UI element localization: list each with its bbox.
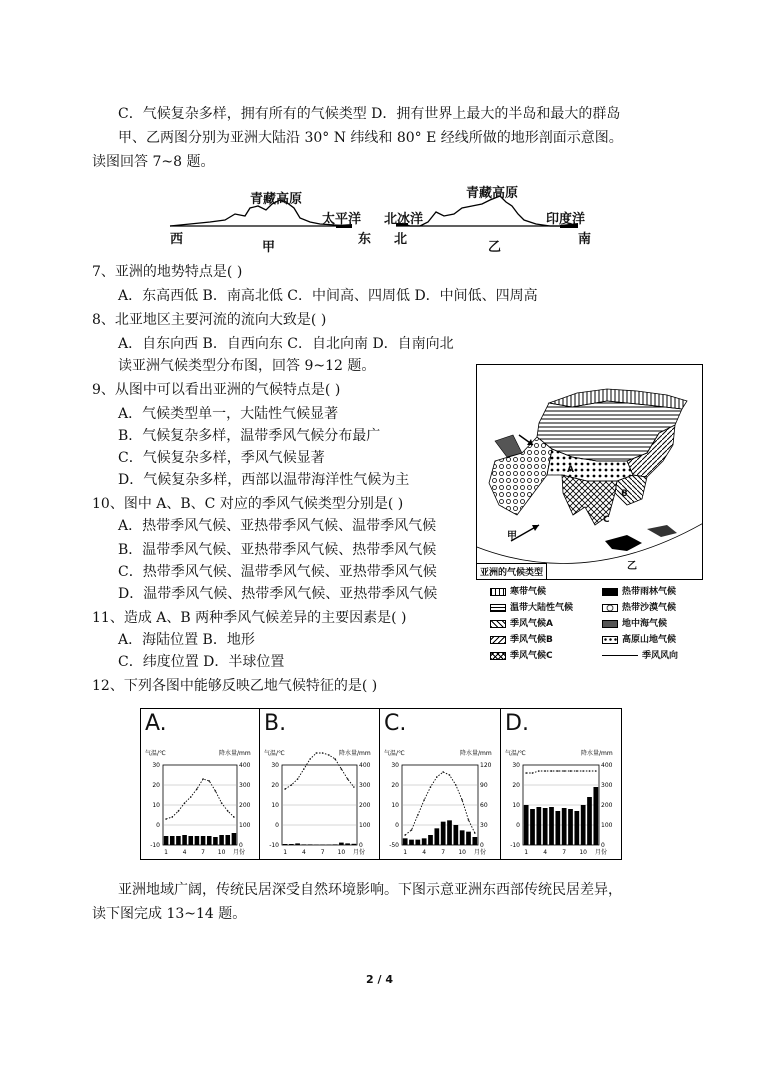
question-11-cd: C．纬度位置 D．半球位置 <box>118 654 285 670</box>
left-tick-label: 20 <box>391 782 399 789</box>
temperature-point <box>334 758 336 760</box>
left-tick-label: 20 <box>512 782 520 789</box>
asia-map-svg <box>477 365 702 579</box>
precip-bar <box>213 837 218 845</box>
temperature-point <box>532 772 534 774</box>
question-11-ab: A．海陆位置 B．地形 <box>118 632 255 648</box>
right-tick-label: 0 <box>239 842 243 849</box>
x-tick-label: 4 <box>422 849 427 856</box>
question-10-d: D．温带季风气候、热带季风气候、亚热带季风气候 <box>118 586 438 602</box>
x-tick-label: 1 <box>283 849 288 856</box>
x-tick-label: 1 <box>403 849 408 856</box>
left-tick-label: -10 <box>510 842 520 849</box>
temperature-point <box>423 799 425 801</box>
paragraph-housing: 亚洲地域广阔，传统民居深受自然环境影响。下图示意亚洲东西部传统民居差异， <box>118 882 622 898</box>
temperature-point <box>551 770 553 772</box>
question-8: 8、北亚地区主要河流的流向大致是( ) <box>92 312 327 328</box>
y-label-left: 气温/℃ <box>145 750 166 757</box>
temperature-point <box>328 754 330 756</box>
question-9-d: D．气候复杂多样，西部以温带海洋性气候为主 <box>118 472 410 488</box>
profile-figure <box>160 180 600 252</box>
question-10-b: B．温带季风气候、亚热带季风气候、热带季风气候 <box>118 542 437 558</box>
temperature-point <box>303 768 305 770</box>
precip-bar <box>333 844 338 845</box>
right-tick-label: 30 <box>480 822 488 829</box>
question-7: 7、亚洲的地势特点是( ) <box>92 264 243 280</box>
y-label-left: 气温/℃ <box>384 750 405 757</box>
right-tick-label: 200 <box>239 802 251 809</box>
legend-item-rainforest: 热带雨林气候 <box>602 584 676 597</box>
y-label-left: 气温/℃ <box>264 750 285 757</box>
right-tick-label: 120 <box>480 762 492 769</box>
map-legend <box>476 582 703 662</box>
left-tick-label: 10 <box>391 802 399 809</box>
temperature-point <box>557 770 559 772</box>
map-label-a: A <box>567 465 574 475</box>
temperature-point <box>411 829 413 831</box>
chart-c-letter: C. <box>384 711 407 736</box>
precip-bar <box>164 836 169 845</box>
chart-b-letter: B. <box>264 711 287 736</box>
map-label-b: B <box>621 489 628 499</box>
profile-yi-north: 北 <box>394 232 408 247</box>
precip-bar <box>225 835 230 845</box>
question-12: 12、下列各图中能够反映乙地气候特征的是( ) <box>92 678 378 694</box>
question-10-c: C．热带季风气候、温带季风气候、亚热带季风气候 <box>118 564 437 580</box>
temperature-point <box>455 784 457 786</box>
x-tick-label: 10 <box>217 849 226 856</box>
temperature-point <box>221 802 223 804</box>
x-tick-label: 10 <box>337 849 346 856</box>
temperature-point <box>309 758 311 760</box>
precip-bar <box>201 836 206 845</box>
right-tick-label: 300 <box>239 782 251 789</box>
right-tick-label: 300 <box>359 782 371 789</box>
precip-bar <box>466 832 471 845</box>
map-label-jia: 甲 <box>507 531 517 542</box>
right-tick-label: 200 <box>601 802 613 809</box>
question-9: 9、从图中可以看出亚洲的气候特点是( ) <box>92 382 341 398</box>
right-tick-label: 400 <box>239 762 251 769</box>
legend-item-monsoon-a: 季风气候A <box>490 616 553 629</box>
chart-b[interactable] <box>259 708 380 860</box>
temperature-point <box>353 786 355 788</box>
precip-bar <box>219 835 224 845</box>
temperature-point <box>436 776 438 778</box>
temperature-point <box>196 788 198 790</box>
precip-bar <box>352 844 357 845</box>
intro-profile-2: 读图回答 7~8 题。 <box>92 154 215 170</box>
temperature-point <box>576 770 578 772</box>
profile-yi-south: 南 <box>578 232 592 247</box>
legend-item-mediterranean: 地中海气候 <box>602 616 667 629</box>
temperature-point <box>461 799 463 801</box>
map-label-yi: 乙 <box>627 561 637 572</box>
paragraph-housing-2: 读下图完成 13~14 题。 <box>92 906 247 922</box>
temperature-point <box>178 810 180 812</box>
left-tick-label: 0 <box>516 822 520 829</box>
precip-bar <box>176 836 181 845</box>
profile-yi-title: 青藏高原 <box>466 186 519 201</box>
temperature-point <box>544 770 546 772</box>
profile-jia-name: 甲 <box>262 240 276 255</box>
x-unit-label: 月份 <box>353 849 366 856</box>
left-tick-label: 20 <box>271 782 279 789</box>
x-unit-label: 月份 <box>474 849 487 856</box>
right-tick-label: 100 <box>239 822 251 829</box>
temperature-point <box>430 786 432 788</box>
left-tick-label: 30 <box>152 762 160 769</box>
x-tick-label: 4 <box>543 849 548 856</box>
temperature-point <box>227 810 229 812</box>
legend-item-monsoon-c: 季风气候C <box>490 648 553 661</box>
question-9-b: B．气候复杂多样，温带季风气候分布最广 <box>118 428 381 444</box>
precip-bar <box>434 828 439 845</box>
x-tick-label: 1 <box>524 849 529 856</box>
precip-bar <box>170 836 175 845</box>
right-tick-label: 0 <box>601 842 605 849</box>
precip-bar <box>555 811 560 845</box>
left-tick-label: -10 <box>150 842 160 849</box>
precip-bar <box>587 797 592 845</box>
temperature-line <box>285 753 354 789</box>
profile-jia-ocean: 太平洋 <box>322 212 362 227</box>
intro-profile: 甲、乙两图分别为亚洲大陆沿 30° N 纬线和 80° E 经线所做的地形剖面示意图。 <box>118 130 623 146</box>
legend-item-continental: 温带大陆性气候 <box>490 600 573 613</box>
y-label-right: 降水量/mm <box>339 750 371 757</box>
precip-bar <box>574 811 579 845</box>
left-tick-label: 10 <box>271 802 279 809</box>
chart-a[interactable] <box>140 708 260 860</box>
precip-bar <box>188 836 193 845</box>
temperature-point <box>474 832 476 834</box>
temperature-point <box>570 770 572 772</box>
precip-bar <box>403 838 408 845</box>
temperature-point <box>233 816 235 818</box>
temperature-point <box>417 814 419 816</box>
precip-bar <box>593 787 598 845</box>
precip-bar <box>232 833 237 845</box>
legend-item-wind: 季风风向 <box>602 648 678 661</box>
temperature-point <box>202 778 204 780</box>
temperature-point <box>538 770 540 772</box>
legend-item-frigid: 寒带气候 <box>490 584 546 597</box>
precip-bar <box>536 807 541 845</box>
temperature-point <box>525 772 527 774</box>
precip-bar <box>339 843 344 845</box>
profile-yi-name: 乙 <box>488 240 502 255</box>
precip-bar <box>409 840 414 845</box>
question-8-options: A．自东向西 B．自西向东 C．自北向南 D．自南向北 <box>118 336 454 352</box>
precip-bar <box>530 809 535 845</box>
profile-yi-ocean-n: 北冰洋 <box>384 212 424 227</box>
left-tick-label: 0 <box>395 822 399 829</box>
left-tick-label: 0 <box>275 822 279 829</box>
temperature-point <box>442 771 444 773</box>
profile-jia-title: 青藏高原 <box>250 192 303 207</box>
temperature-point <box>316 752 318 754</box>
question-10-a: A．热带季风气候、亚热带季风气候、温带季风气候 <box>118 518 437 534</box>
temperature-point <box>291 784 293 786</box>
x-tick-label: 7 <box>562 849 567 856</box>
right-tick-label: 60 <box>480 802 488 809</box>
precip-bar <box>549 807 554 845</box>
temperature-point <box>468 819 470 821</box>
precip-bar <box>453 825 458 845</box>
profile-jia-west: 西 <box>170 232 184 247</box>
temperature-point <box>563 770 565 772</box>
temperature-point <box>341 768 343 770</box>
x-unit-label: 月份 <box>233 849 246 856</box>
question-7-options: A．东高西低 B．南高北低 C．中间高、四周低 D．中间低、四周高 <box>118 288 538 304</box>
precip-bar <box>422 838 427 845</box>
y-label-left: 气温/℃ <box>505 750 526 757</box>
precip-bar <box>289 844 294 845</box>
temperature-point <box>595 770 597 772</box>
left-tick-label: 30 <box>391 762 399 769</box>
legend-item-monsoon-b: 季风气候B <box>490 632 553 645</box>
temperature-line <box>405 772 475 835</box>
legend-item-desert: 热带沙漠气候 <box>602 600 676 613</box>
x-tick-label: 4 <box>301 849 306 856</box>
right-tick-label: 300 <box>601 782 613 789</box>
profile-yi-ocean-s: 印度洋 <box>546 212 586 227</box>
temperature-point <box>208 780 210 782</box>
precip-bar <box>302 844 307 845</box>
chart-d-letter: D. <box>505 711 529 736</box>
chart-d[interactable] <box>500 708 622 860</box>
page-number: 2 / 4 <box>366 973 393 986</box>
y-label-right: 降水量/mm <box>460 750 492 757</box>
precip-bar <box>562 808 567 845</box>
temperature-point <box>171 816 173 818</box>
question-11: 11、造成 A、B 两种季风气候差异的主要因素是( ) <box>92 610 407 626</box>
precip-bar <box>447 820 452 845</box>
intro-climate-map: 读亚洲气候类型分布图，回答 9~12 题。 <box>118 358 376 374</box>
right-tick-label: 400 <box>601 762 613 769</box>
x-tick-label: 7 <box>441 849 446 856</box>
question-9-c: C．气候复杂多样，季风气候显著 <box>118 450 325 466</box>
precip-bar <box>182 835 187 845</box>
x-tick-label: 1 <box>164 849 168 856</box>
left-tick-label: 10 <box>512 802 520 809</box>
left-tick-label: 20 <box>152 782 160 789</box>
temperature-point <box>322 752 324 754</box>
precip-bar <box>543 808 548 845</box>
temperature-point <box>165 818 167 820</box>
right-tick-label: 200 <box>359 802 371 809</box>
temperature-point <box>449 774 451 776</box>
x-tick-label: 10 <box>579 849 587 856</box>
x-tick-label: 7 <box>201 849 205 856</box>
left-tick-label: -50 <box>389 842 399 849</box>
precip-bar <box>524 805 529 845</box>
left-tick-label: 30 <box>271 762 279 769</box>
precip-bar <box>472 837 477 845</box>
precip-bar <box>283 844 288 845</box>
precip-bar <box>441 822 446 845</box>
map-title: 亚洲的气候类型 <box>477 563 547 579</box>
temperature-point <box>215 790 217 792</box>
asia-climate-map <box>476 364 703 580</box>
map-label-c: C <box>603 515 610 525</box>
precip-bar <box>428 835 433 845</box>
precip-bar <box>345 843 350 845</box>
precip-bar <box>581 805 586 845</box>
question-10: 10、图中 A、B、C 对应的季风气候类型分别是( ) <box>92 496 404 512</box>
precip-bar <box>460 830 465 845</box>
x-unit-label: 月份 <box>595 849 608 856</box>
profile-jia-east: 东 <box>358 232 372 247</box>
right-tick-label: 100 <box>601 822 613 829</box>
temperature-point <box>404 834 406 836</box>
left-tick-label: -10 <box>269 842 279 849</box>
chart-a-letter: A. <box>145 711 167 736</box>
y-label-right: 降水量/mm <box>219 750 251 757</box>
chart-c[interactable] <box>379 708 501 860</box>
precip-bar <box>207 836 212 845</box>
x-tick-label: 10 <box>458 849 466 856</box>
temperature-point <box>347 778 349 780</box>
temperature-point <box>284 788 286 790</box>
left-tick-label: 10 <box>152 802 160 809</box>
precip-bar <box>568 809 573 845</box>
precip-bar <box>308 844 313 845</box>
right-tick-label: 90 <box>480 782 488 789</box>
question-9-a: A．气候类型单一，大陆性气候显著 <box>118 406 339 422</box>
temperature-point <box>589 770 591 772</box>
right-tick-label: 100 <box>359 822 371 829</box>
left-tick-label: 0 <box>156 822 160 829</box>
right-tick-label: 400 <box>359 762 371 769</box>
precip-bar <box>195 836 200 845</box>
right-tick-label: 0 <box>480 842 484 849</box>
precip-bar <box>415 840 420 845</box>
right-tick-label: 0 <box>359 842 363 849</box>
temperature-point <box>184 802 186 804</box>
legend-item-highland: 高原山地气候 <box>602 632 676 645</box>
precip-bar <box>295 843 300 845</box>
temperature-point <box>297 778 299 780</box>
left-tick-label: 30 <box>512 762 520 769</box>
x-tick-label: 7 <box>320 849 325 856</box>
temperature-point <box>190 796 192 798</box>
temperature-point <box>582 770 584 772</box>
temperature-line <box>526 771 596 773</box>
q6-option-cd: C．气候复杂多样，拥有所有的气候类型 D．拥有世界上最大的半岛和最大的群岛 <box>118 106 621 122</box>
x-tick-label: 4 <box>182 849 187 856</box>
y-label-right: 降水量/mm <box>581 750 613 757</box>
